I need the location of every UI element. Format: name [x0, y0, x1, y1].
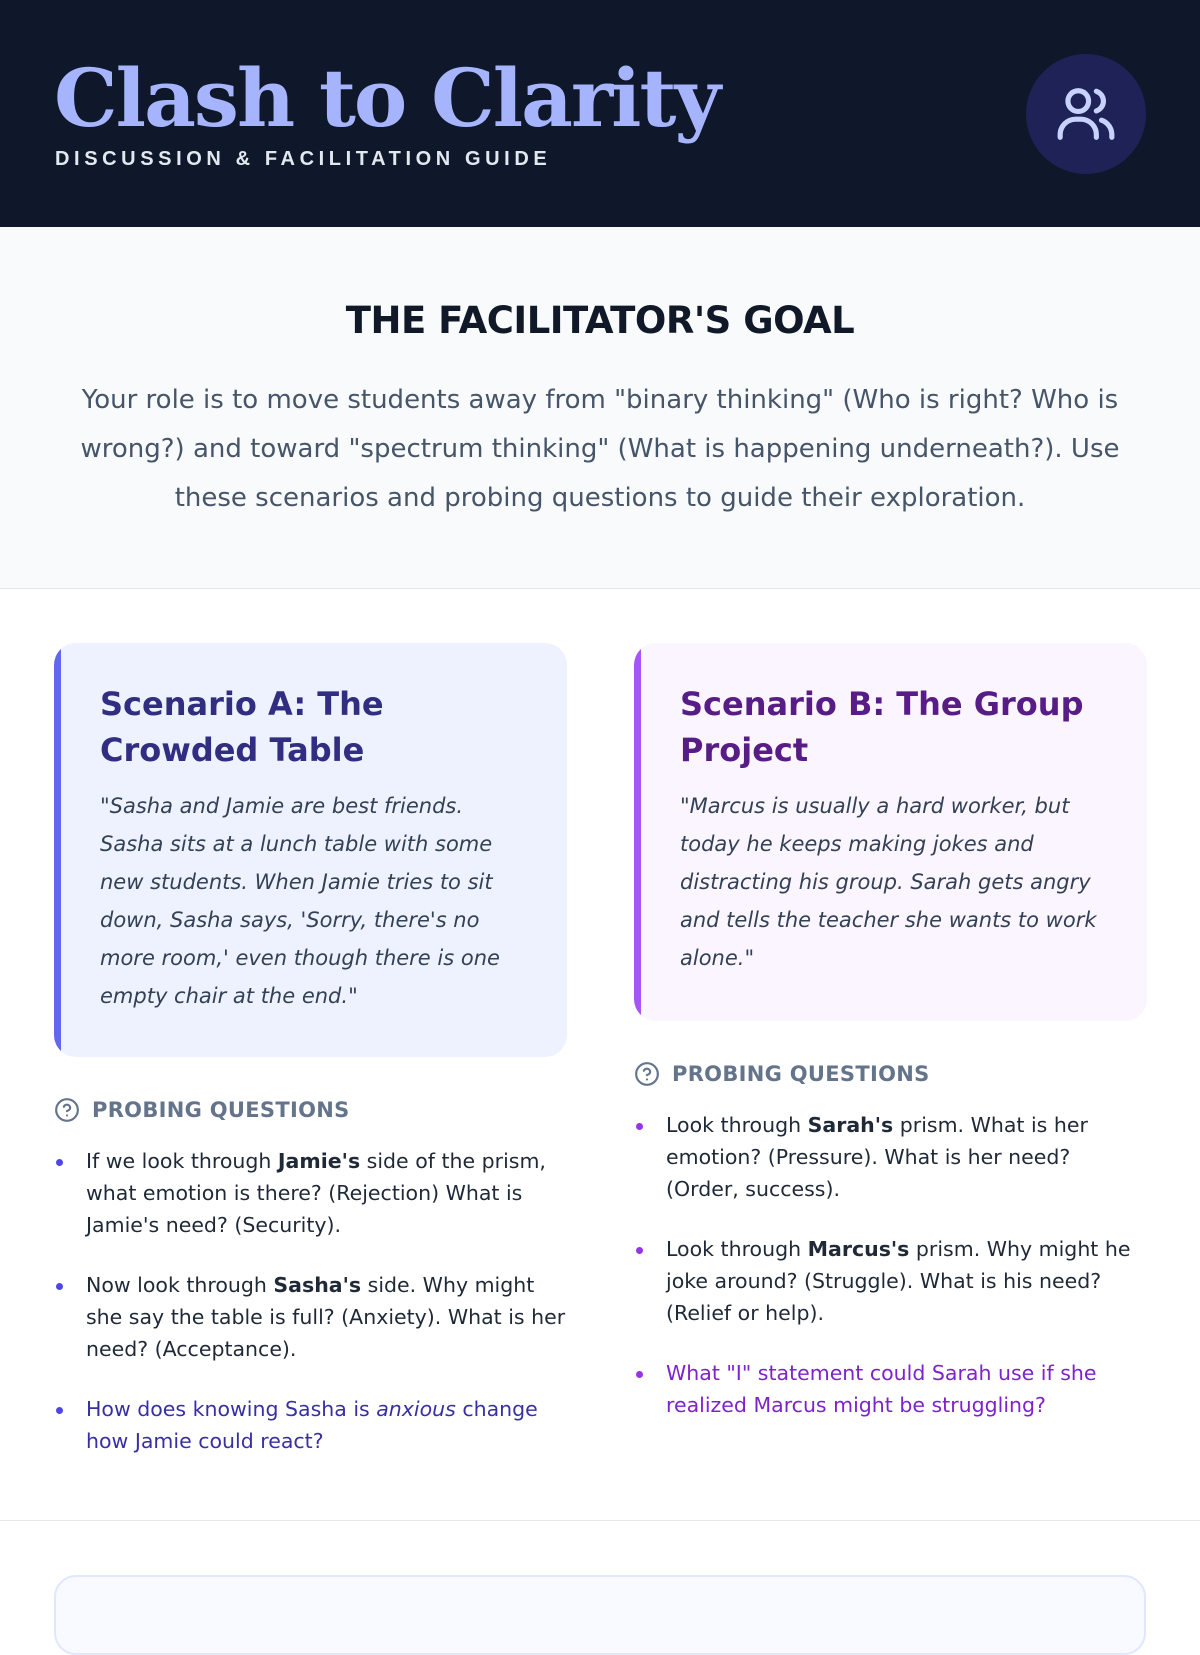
list-item: Look through Marcus's prism. Why might he joke around? (Struggle). What is his need? (Relief or help). [634, 1233, 1147, 1329]
help-circle-icon [634, 1061, 660, 1087]
scenario-b-card [634, 643, 1147, 1021]
facilitator-goal-section [0, 227, 1200, 589]
scenario-a-title: Scenario A: The Crowded Table [100, 685, 384, 769]
scenario-a-quote: "Sasha and Jamie are best friends. Sasha sits at a lunch table with some new students. When Jamie tries to sit down, Sasha says, 'Sorry, there's no more room,' even though there is one empty chair at the end." [100, 794, 500, 1008]
scenario-b-questions-heading [634, 1061, 1147, 1087]
help-circle-icon [54, 1097, 80, 1123]
next-section-card [54, 1575, 1146, 1655]
scenario-a-card [54, 643, 567, 1057]
goal-heading: THE FACILITATOR'S GOAL [345, 299, 855, 342]
list-item: What "I" statement could Sarah use if she realized Marcus might be struggling? [634, 1357, 1147, 1421]
questions-heading-label: PROBING QUESTIONS [92, 1098, 350, 1122]
page-header [0, 0, 1200, 227]
page-subtitle: DISCUSSION & FACILITATION GUIDE [55, 148, 552, 170]
scenario-b-title: Scenario B: The Group Project [680, 685, 1084, 769]
list-item: Now look through Sasha's side. Why might she say the table is full? (Anxiety). What is her need? (Acceptance). [54, 1269, 567, 1365]
questions-heading-label: PROBING QUESTIONS [672, 1062, 930, 1086]
scenario-a-questions-heading [54, 1097, 567, 1123]
list-item: Look through Sarah's prism. What is her emotion? (Pressure). What is her need? (Order, success). [634, 1109, 1147, 1205]
scenario-b-question-list [634, 1109, 1147, 1421]
scenario-b-column [634, 643, 1147, 1449]
list-item: How does knowing Sasha is anxious change how Jamie could react? [54, 1393, 567, 1457]
scenario-a-column [54, 643, 567, 1485]
scenario-b-quote: "Marcus is usually a hard worker, but today he keeps making jokes and distracting his group. Sarah gets angry and tells the teacher she wants to work alone." [680, 794, 1097, 970]
goal-text: Your role is to move students away from "binary thinking" (Who is right? Who is wrong?) and toward "spectrum thinking" (What is happening underneath?). Use these scenarios and probing questions to guide their exploration. [80, 385, 1120, 513]
page-title: Clash to Clarity [54, 51, 719, 145]
scenario-a-question-list [54, 1145, 567, 1457]
users-icon [1055, 83, 1117, 145]
list-item: If we look through Jamie's side of the prism, what emotion is there? (Rejection) What is Jamie's need? (Security). [54, 1145, 567, 1241]
scenarios-section [0, 589, 1200, 1521]
logo-badge [1026, 54, 1146, 174]
